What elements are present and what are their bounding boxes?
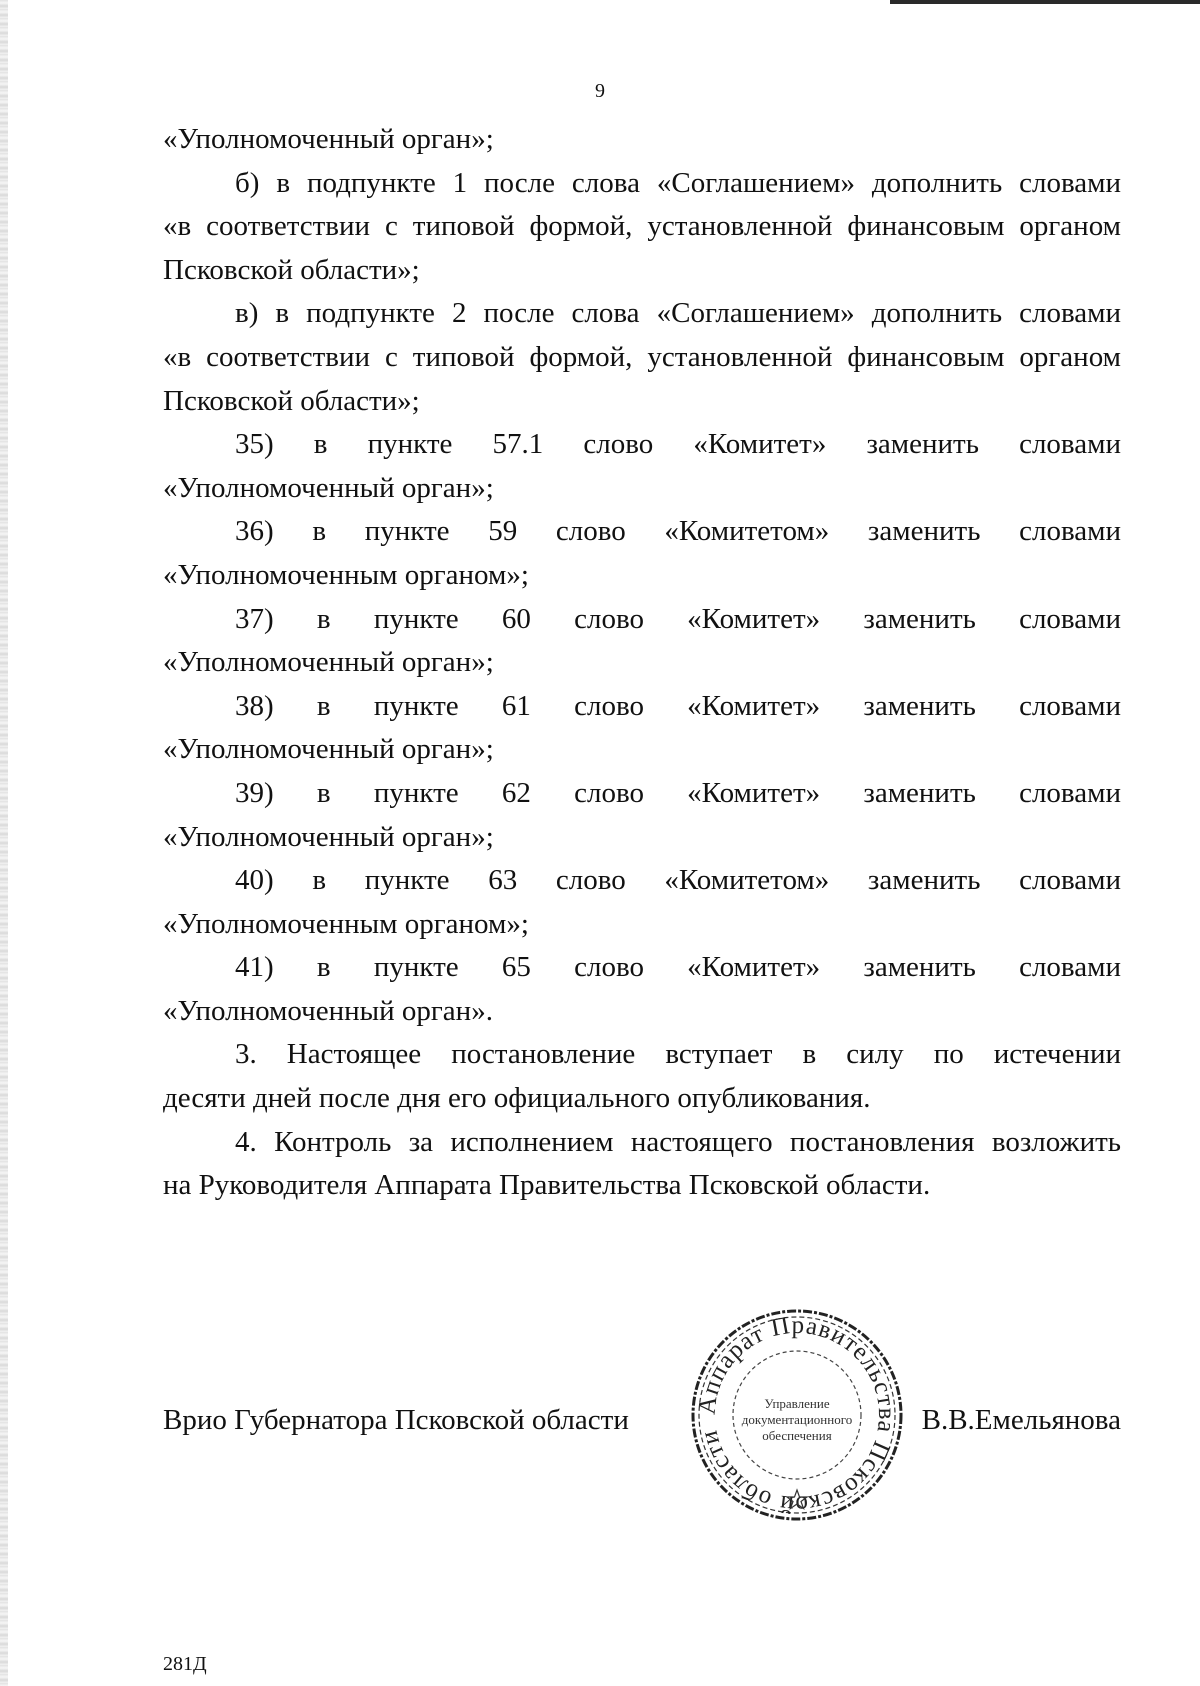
scan-left-edge — [0, 0, 8, 1686]
text-line: 41) в пункте 65 слово «Комитет» заменить словами — [235, 951, 1121, 984]
signatory-position: Врио Губернатора Псковской области — [163, 1404, 629, 1436]
text-line: 38) в пункте 61 слово «Комитет» заменить словами — [235, 689, 1121, 722]
scan-top-edge — [890, 0, 1200, 4]
text-line: «Уполномоченный орган»; — [163, 123, 494, 155]
text-line: «Уполномоченным органом»; — [163, 558, 529, 591]
text-line: 36) в пункте 59 слово «Комитетом» заменить словами — [235, 515, 1121, 548]
text-line: 37) в пункте 60 слово «Комитет» заменить словами — [235, 602, 1121, 635]
text-line: б) в подпункте 1 после слова «Соглашением» дополнить словами — [235, 166, 1121, 199]
text-line: десяти дней после дня его официального опубликования. — [163, 1082, 871, 1115]
text-line: 39) в пункте 62 слово «Комитет» заменить словами — [235, 776, 1121, 809]
page-number: 9 — [595, 80, 605, 102]
text-line: на Руководителя Аппарата Правительства Псковской области. — [163, 1169, 931, 1202]
text-line: «Уполномоченным органом»; — [163, 907, 529, 940]
text-line: 3. Настоящее постановление вступает в силу по истечении — [235, 1038, 1121, 1071]
text-line: Псковской области»; — [163, 253, 420, 286]
text-line: «в соответствии с типовой формой, установленной финансовым органом — [163, 210, 1121, 243]
paragraph-item-38 — [163, 685, 1121, 772]
official-seal-stamp — [688, 1306, 906, 1524]
text-line: «Уполномоченный орган»; — [163, 471, 494, 504]
paragraph-clause-4 — [163, 1121, 1121, 1208]
paragraph-item-b — [163, 162, 1121, 293]
text-line: 4. Контроль за исполнением настоящего постановления возложить — [235, 1125, 1121, 1158]
text-line: «Уполномоченный орган»; — [163, 733, 494, 766]
text-line: 40) в пункте 63 слово «Комитетом» заменить словами — [235, 864, 1121, 897]
paragraph-item-36 — [163, 510, 1121, 597]
paragraph-item-40 — [163, 859, 1121, 946]
text-line: Псковской области»; — [163, 384, 420, 417]
text-line: «Уполномоченный орган». — [163, 994, 493, 1027]
text-line: в) в подпункте 2 после слова «Соглашением» дополнить словами — [235, 297, 1121, 330]
seal-center-line: обеспечения — [762, 1428, 832, 1443]
text-line: 35) в пункте 57.1 слово «Комитет» заменить словами — [235, 428, 1121, 461]
text-line: «Уполномоченный орган»; — [163, 820, 494, 853]
document-body — [163, 118, 1121, 1208]
text-line: «Уполномоченный орган»; — [163, 646, 494, 679]
document-code: 281Д — [163, 1653, 207, 1675]
paragraph-item-37 — [163, 598, 1121, 685]
paragraph-item-41 — [163, 946, 1121, 1033]
seal-center-line: Управление — [764, 1396, 830, 1411]
paragraph-clause-3 — [163, 1033, 1121, 1120]
signatory-name: В.В.Емельянова — [921, 1404, 1121, 1436]
seal-ring-text: Аппарат Правительства Псковской области — [693, 1311, 901, 1519]
paragraph-item-v — [163, 292, 1121, 423]
seal-center-line: документационного — [741, 1412, 853, 1427]
paragraph-item-35 — [163, 423, 1121, 510]
text-line: «в соответствии с типовой формой, установленной финансовым органом — [163, 340, 1121, 373]
paragraph-item-39 — [163, 772, 1121, 859]
paragraph-continuation — [163, 118, 1121, 162]
signature-block — [163, 1398, 1121, 1442]
